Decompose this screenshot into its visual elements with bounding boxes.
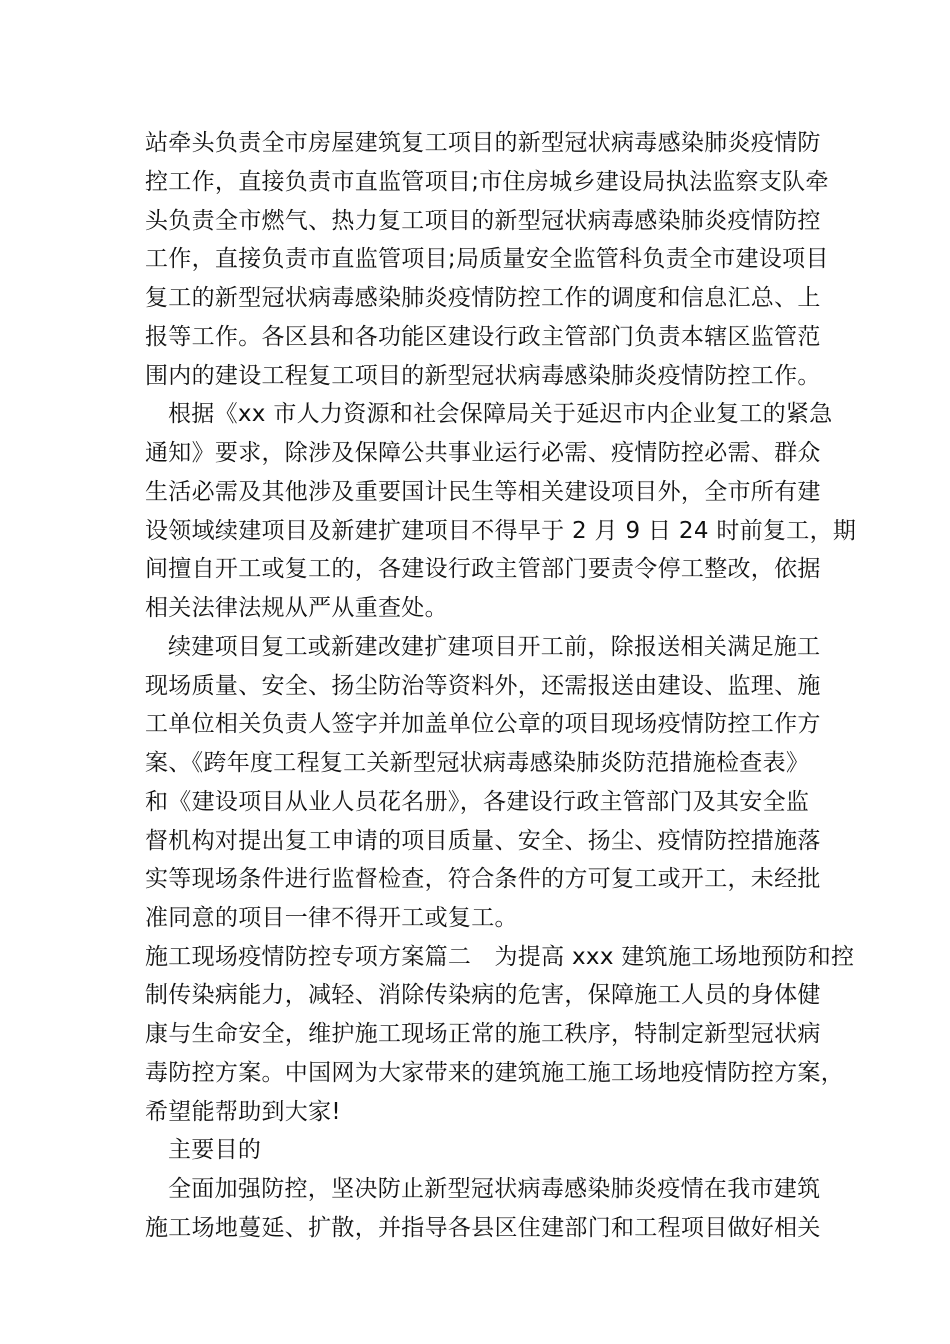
text-line: 生活必需及其他涉及重要国计民生等相关建设项目外，全市所有建 (145, 479, 821, 505)
text-line: 工作，直接负责市直监管项目;局质量安全监管科负责全市建设项目 (145, 246, 829, 272)
section-heading: 主要目的 (168, 1137, 262, 1163)
text-line: 控工作，直接负责市直监管项目;市住房城乡建设局执法监察支队牵 (145, 169, 829, 195)
text-line: 施工现场疫情防控专项方案篇二 为提高 xxx 建筑施工场地预防和控 (145, 944, 855, 970)
text-line: 通知》要求，除涉及保障公共事业运行必需、疫情防控必需、群众 (145, 440, 821, 466)
text-line: 头负责全市燃气、热力复工项目的新型冠状病毒感染肺炎疫情防控 (145, 208, 821, 234)
text-line: 工单位相关负责人签字并加盖单位公章的项目现场疫情防控工作方 (145, 711, 821, 737)
text-line: 督机构对提出复工申请的项目质量、安全、扬尘、疫情防控措施落 (145, 828, 821, 854)
text-line: 和《建设项目从业人员花名册》，各建设行政主管部门及其安全监 (145, 789, 810, 815)
text-line: 康与生命安全，维护施工现场正常的施工秩序，特制定新型冠状病 (145, 1021, 821, 1047)
text-line: 设领域续建项目及新建扩建项目不得早于 2 月 9 日 24 时前复工，期 (145, 518, 857, 544)
text-line: 制传染病能力，减轻、消除传染病的危害，保障施工人员的身体健 (145, 982, 821, 1008)
text-line: 围内的建设工程复工项目的新型冠状病毒感染肺炎疫情防控工作。 (145, 363, 821, 389)
text-line: 间擅自开工或复工的，各建设行政主管部门要责令停工整改，依据 (145, 556, 821, 582)
text-line: 案、《跨年度工程复工关新型冠状病毒感染肺炎防范措施检查表》 (145, 750, 810, 776)
text-line: 续建项目复工或新建改建扩建项目开工前，除报送相关满足施工 (168, 634, 821, 660)
text-line: 准同意的项目一律不得开工或复工。 (145, 905, 518, 931)
text-line: 全面加强防控，坚决防止新型冠状病毒感染肺炎疫情在我市建筑 (168, 1176, 821, 1202)
text-line: 现场质量、安全、扬尘防治等资料外，还需报送由建设、监理、施 (145, 673, 821, 699)
text-line: 希望能帮助到大家! (145, 1099, 341, 1125)
text-line: 相关法律法规从严从重查处。 (145, 595, 448, 621)
text-line: 复工的新型冠状病毒感染肺炎疫情防控工作的调度和信息汇总、上 (145, 285, 821, 311)
text-line: 施工场地蔓延、扩散，并指导各县区住建部门和工程项目做好相关 (145, 1215, 821, 1241)
text-line: 根据《xx 市人力资源和社会保障局关于延迟市内企业复工的紧急 (168, 401, 833, 427)
text-line: 站牵头负责全市房屋建筑复工项目的新型冠状病毒感染肺炎疫情防 (145, 130, 821, 156)
text-line: 实等现场条件进行监督检查，符合条件的方可复工或开工，未经批 (145, 866, 821, 892)
text-line: 毒防控方案。中国网为大家带来的建筑施工施工场地疫情防控方案， (145, 1060, 844, 1086)
text-line: 报等工作。各区县和各功能区建设行政主管部门负责本辖区监管范 (145, 324, 821, 350)
